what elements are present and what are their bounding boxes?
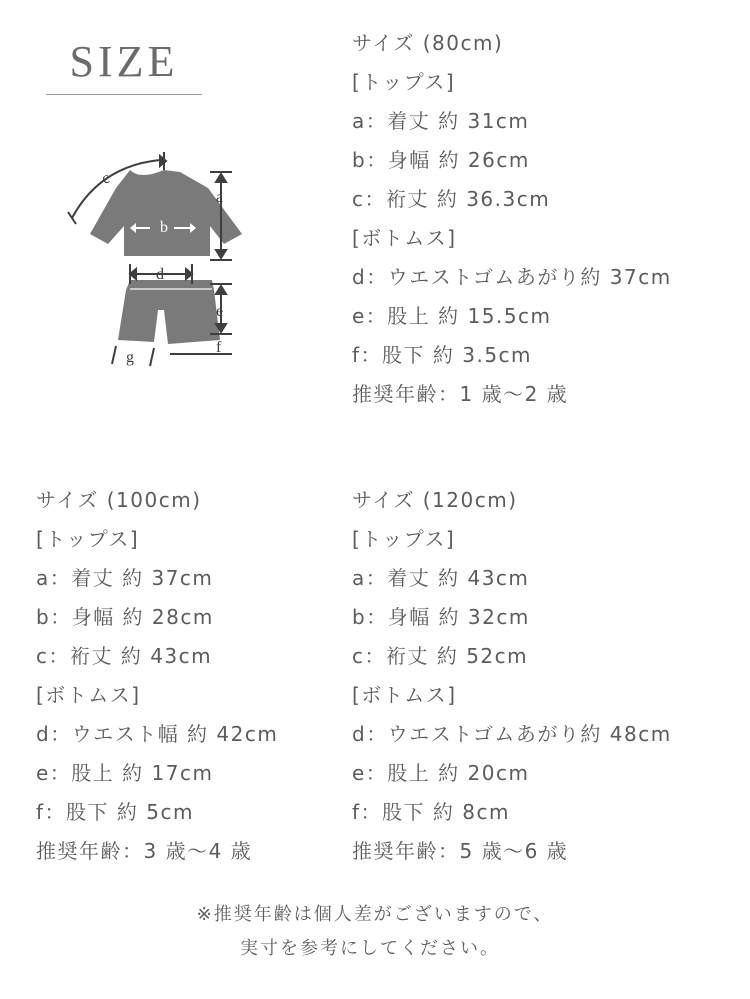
disclaimer-line-2: 実寸を参考にしてください。: [240, 938, 500, 959]
diagram-label-d: d: [156, 266, 164, 283]
title-underline: [46, 94, 202, 95]
recommended-age: 推奨年齢：1 歳～2 歳: [352, 382, 569, 406]
disclaimer-line-1: ※推奨年齢は個人差がございますので、: [196, 904, 554, 925]
measure-b: b：身幅 約 28cm: [36, 605, 214, 629]
measure-f: f：股下 約 5cm: [36, 800, 194, 824]
recommended-age: 推奨年齢：3 歳～4 歳: [36, 839, 253, 863]
page-title: SIZE: [69, 37, 179, 86]
tops-label: [トップス]: [36, 527, 140, 551]
tops-label: [トップス]: [352, 70, 456, 94]
measure-f: f：股下 約 3.5cm: [352, 343, 533, 367]
measure-d: d：ウエスト幅 約 42cm: [36, 722, 279, 746]
measure-e: e：股上 約 20cm: [352, 761, 530, 785]
diagram-label-e: e: [216, 303, 224, 320]
measurement-diagram: [60, 148, 260, 378]
diagram-label-b: b: [160, 219, 168, 236]
size-120-spec: [352, 481, 672, 871]
measure-b: b：身幅 約 26cm: [352, 148, 530, 172]
measure-a: a：着丈 約 31cm: [352, 109, 530, 133]
measure-a: a：着丈 約 43cm: [352, 566, 530, 590]
size-heading: サイズ (120cm): [352, 488, 518, 512]
measure-f: f：股下 約 8cm: [352, 800, 510, 824]
age-disclaimer: [0, 898, 750, 966]
measure-d: d：ウエストゴムあがり約 37cm: [352, 265, 672, 289]
measure-b: b：身幅 約 32cm: [352, 605, 530, 629]
measure-e: e：股上 約 17cm: [36, 761, 214, 785]
bottoms-label: [ボトムス]: [352, 226, 457, 250]
measure-e: e：股上 約 15.5cm: [352, 304, 552, 328]
measure-c: c：裄丈 約 52cm: [352, 644, 529, 668]
bottoms-label: [ボトムス]: [352, 683, 457, 707]
bottoms-label: [ボトムス]: [36, 683, 141, 707]
diagram-label-f: f: [216, 339, 222, 356]
measure-c: c：裄丈 約 43cm: [36, 644, 213, 668]
measure-c: c：裄丈 約 36.3cm: [352, 187, 551, 211]
measure-a: a：着丈 約 37cm: [36, 566, 214, 590]
size-100-spec: [36, 481, 278, 871]
recommended-age: 推奨年齢：5 歳～6 歳: [352, 839, 569, 863]
diagram-label-a: a: [216, 189, 224, 206]
size-80-spec: [352, 24, 672, 414]
measure-d: d：ウエストゴムあがり約 48cm: [352, 722, 672, 746]
diagram-label-c: c: [99, 169, 113, 188]
size-heading: サイズ (100cm): [36, 488, 202, 512]
size-heading: サイズ (80cm): [352, 31, 504, 55]
tops-label: [トップス]: [352, 527, 456, 551]
diagram-label-g: g: [126, 349, 134, 366]
